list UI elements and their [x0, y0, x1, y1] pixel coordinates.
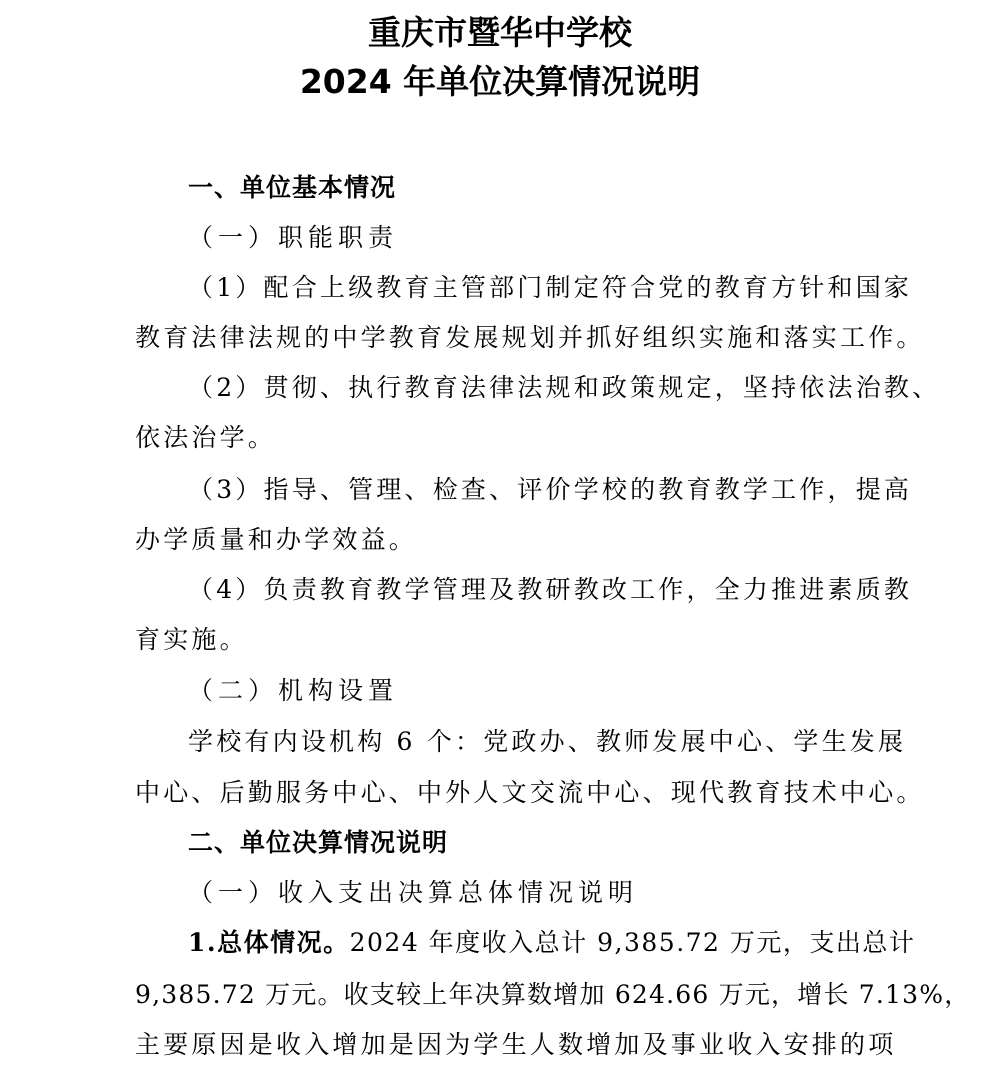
overall-paragraph-line-2: 9,385.72 万元。收支较上年决算数增加 624.66 万元，增长 7.13%， — [135, 980, 971, 1009]
document-title-line-1: 重庆市暨华中学校 — [368, 13, 632, 52]
duty-item-3-line-1: （3）指导、管理、检查、评价学校的教育教学工作，提高 — [188, 475, 913, 504]
subsection-heading-duties: （一）职能职责 — [188, 223, 399, 252]
overall-paragraph-line-1 — [188, 925, 915, 961]
duty-item-1-line-2: 教育法律法规的中学教育发展规划并抓好组织实施和落实工作。 — [135, 323, 925, 352]
duty-item-3-line-2: 办学质量和办学效益。 — [135, 525, 418, 554]
duty-item-4-line-2: 育实施。 — [135, 625, 248, 654]
duty-item-2-line-1: （2）贯彻、执行教育法律法规和政策规定，坚持依法治教、 — [188, 373, 941, 402]
duty-item-4-line-1: （4）负责教育教学管理及教研教改工作，全力推进素质教 — [188, 575, 913, 604]
document-title-line-2: 2024 年单位决算情况说明 — [299, 62, 701, 101]
overall-paragraph-lead: 1.总体情况。 — [188, 928, 350, 957]
subsection-heading-income-expense: （一）收入支出决算总体情况说明 — [188, 878, 639, 907]
duty-item-1-line-1: （1）配合上级教育主管部门制定符合党的教育方针和国家 — [188, 273, 913, 302]
overall-paragraph-line-1-text: 2024 年度收入总计 9,385.72 万元，支出总计 — [349, 928, 916, 957]
section-heading-final-accounts: 二、单位决算情况说明 — [188, 828, 449, 857]
section-heading-basic-info: 一、单位基本情况 — [188, 173, 397, 202]
organization-paragraph-line-1: 学校有内设机构 6 个：党政办、教师发展中心、学生发展 — [188, 727, 907, 756]
organization-paragraph-line-2: 中心、后勤服务中心、中外人文交流中心、现代教育技术中心。 — [135, 778, 925, 807]
overall-paragraph-line-3: 主要原因是收入增加是因为学生人数增加及事业收入安排的项 — [135, 1030, 897, 1059]
duty-item-2-line-2: 依法治学。 — [135, 423, 277, 452]
subsection-heading-organization: （二）机构设置 — [188, 676, 399, 705]
